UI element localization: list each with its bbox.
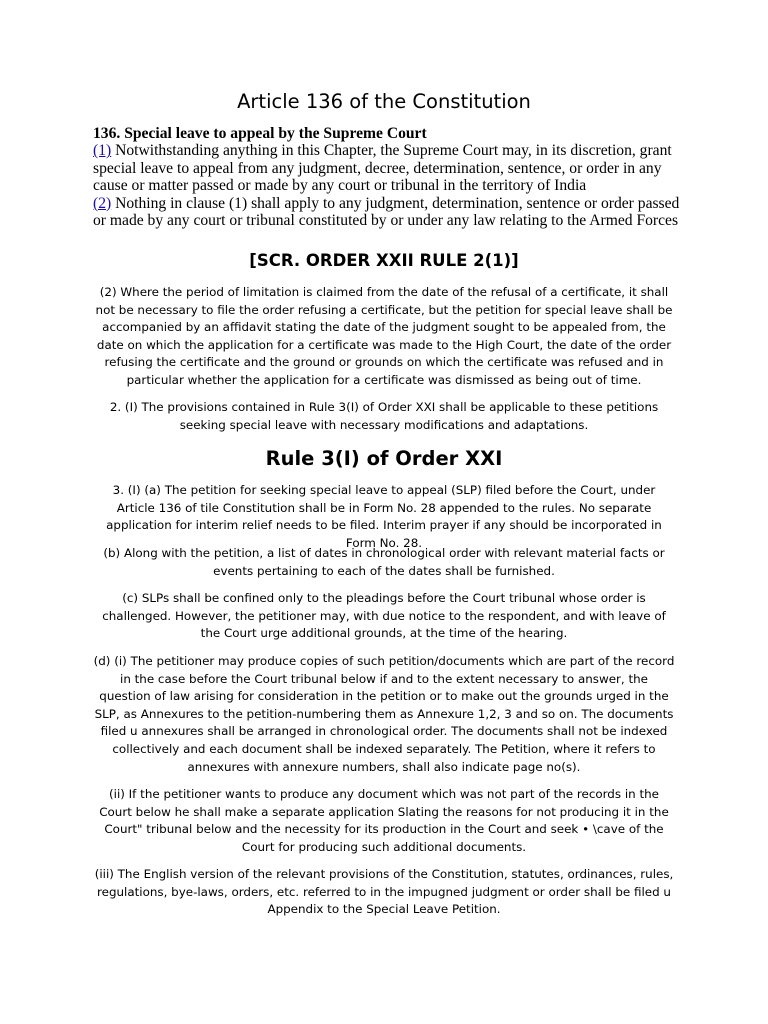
rule-paragraph-c: (c) SLPs shall be confined only to the pleadings before the Court tribunal whose order is challenged. However, the petitioner may, with due notice to the respondent, and with leave of the Court urge additional grounds, at the time of the hearing.	[102, 591, 666, 641]
clause-2	[93, 195, 693, 230]
scr-paragraph-provisions: 2. (I) The provisions contained in Rule 3(I) of Order XXI shall be applicable to these petitions seeking special leave with necessary modifications and adaptations.	[109, 400, 659, 432]
article-136-section	[93, 125, 693, 229]
rule-paragraph-ii: (ii) If the petitioner wants to produce any document which was not part of the records in the Court below he shall make a separate application Slating the reasons for not producing it in the Court" tribunal below and the necessity for its production in the Court and seek • \cave of the Court for producing such additional documents.	[99, 787, 669, 854]
scr-paragraph-limitation: (2) Where the period of limitation is claimed from the date of the refusal of a certificate, it shall not be necessary to file the order refusing a certificate, but the petition for special leave shall be accompanied by an affidavit stating the date of the judgment sought to be appealed from, the date on which the application for a certificate was made to the High Court, the date of the order refusing the certificate and the ground or grounds on which the certificate was refused and in particular whether the application for a certificate was dismissed as being out of time.	[95, 285, 673, 387]
rule-paragraph-b: (b) Along with the petition, a list of dates in chronological order with relevant material facts or events pertaining to each of the dates shall be furnished.	[103, 546, 665, 578]
rule-paragraph-iii: (iii) The English version of the relevant provisions of the Constitution, statutes, ordinances, rules, regulations, bye-laws, orders, etc. referred to in the impugned judgment or order shall be filed u Appendix to the Special Leave Petition.	[94, 867, 674, 917]
clause-1-link[interactable]: (1)	[93, 142, 112, 160]
scr-order-heading: [SCR. ORDER XXII RULE 2(1)]	[249, 251, 519, 270]
clause-2-text: Nothing in clause (1) shall apply to any judgment, determination, sentence or order passed or made by any court or tribunal constituted by or under any law relating to the Armed Forces	[93, 194, 680, 230]
rule-paragraph-3-1-a: 3. (I) (a) The petition for seeking special leave to appeal (SLP) filed before the Court, under Article 136 of tile Constitution shall be in Form No. 28 appended to the rules. No separate application for interim relief needs to be filed. Interim prayer if any should be incorporated in Form No. 28.	[106, 483, 662, 550]
rule-heading: Rule 3(I) of Order XXI	[265, 447, 503, 470]
clause-1	[93, 142, 693, 194]
page-title: Article 136 of the Constitution	[237, 90, 531, 113]
rule-paragraph-d-i: (d) (i) The petitioner may produce copies of such petition/documents which are part of the record in the case before the Court tribunal below if and to the extent necessary to answer, the question of law arising for consideration in the petition or to make out the grounds urged in the SLP, as Annexures to the petition-numbering them as Annexure 1,2, 3 and so on. The documents filed u annexures shall be arranged in chronological order. The documents shall not be indexed collectively and each document shall be indexed separately. The Petition, where it refers to annexures with annexure numbers, shall also indicate page no(s).	[93, 654, 675, 774]
article-heading: 136. Special leave to appeal by the Supreme Court	[93, 125, 427, 142]
clause-2-link[interactable]: (2)	[93, 194, 112, 212]
clause-1-text: Notwithstanding anything in this Chapter, the Supreme Court may, in its discretion, grant special leave to appeal from any judgment, decree, determination, sentence, or order in any cause or matter passed or made by any court or tribunal in the territory of India	[93, 142, 672, 195]
